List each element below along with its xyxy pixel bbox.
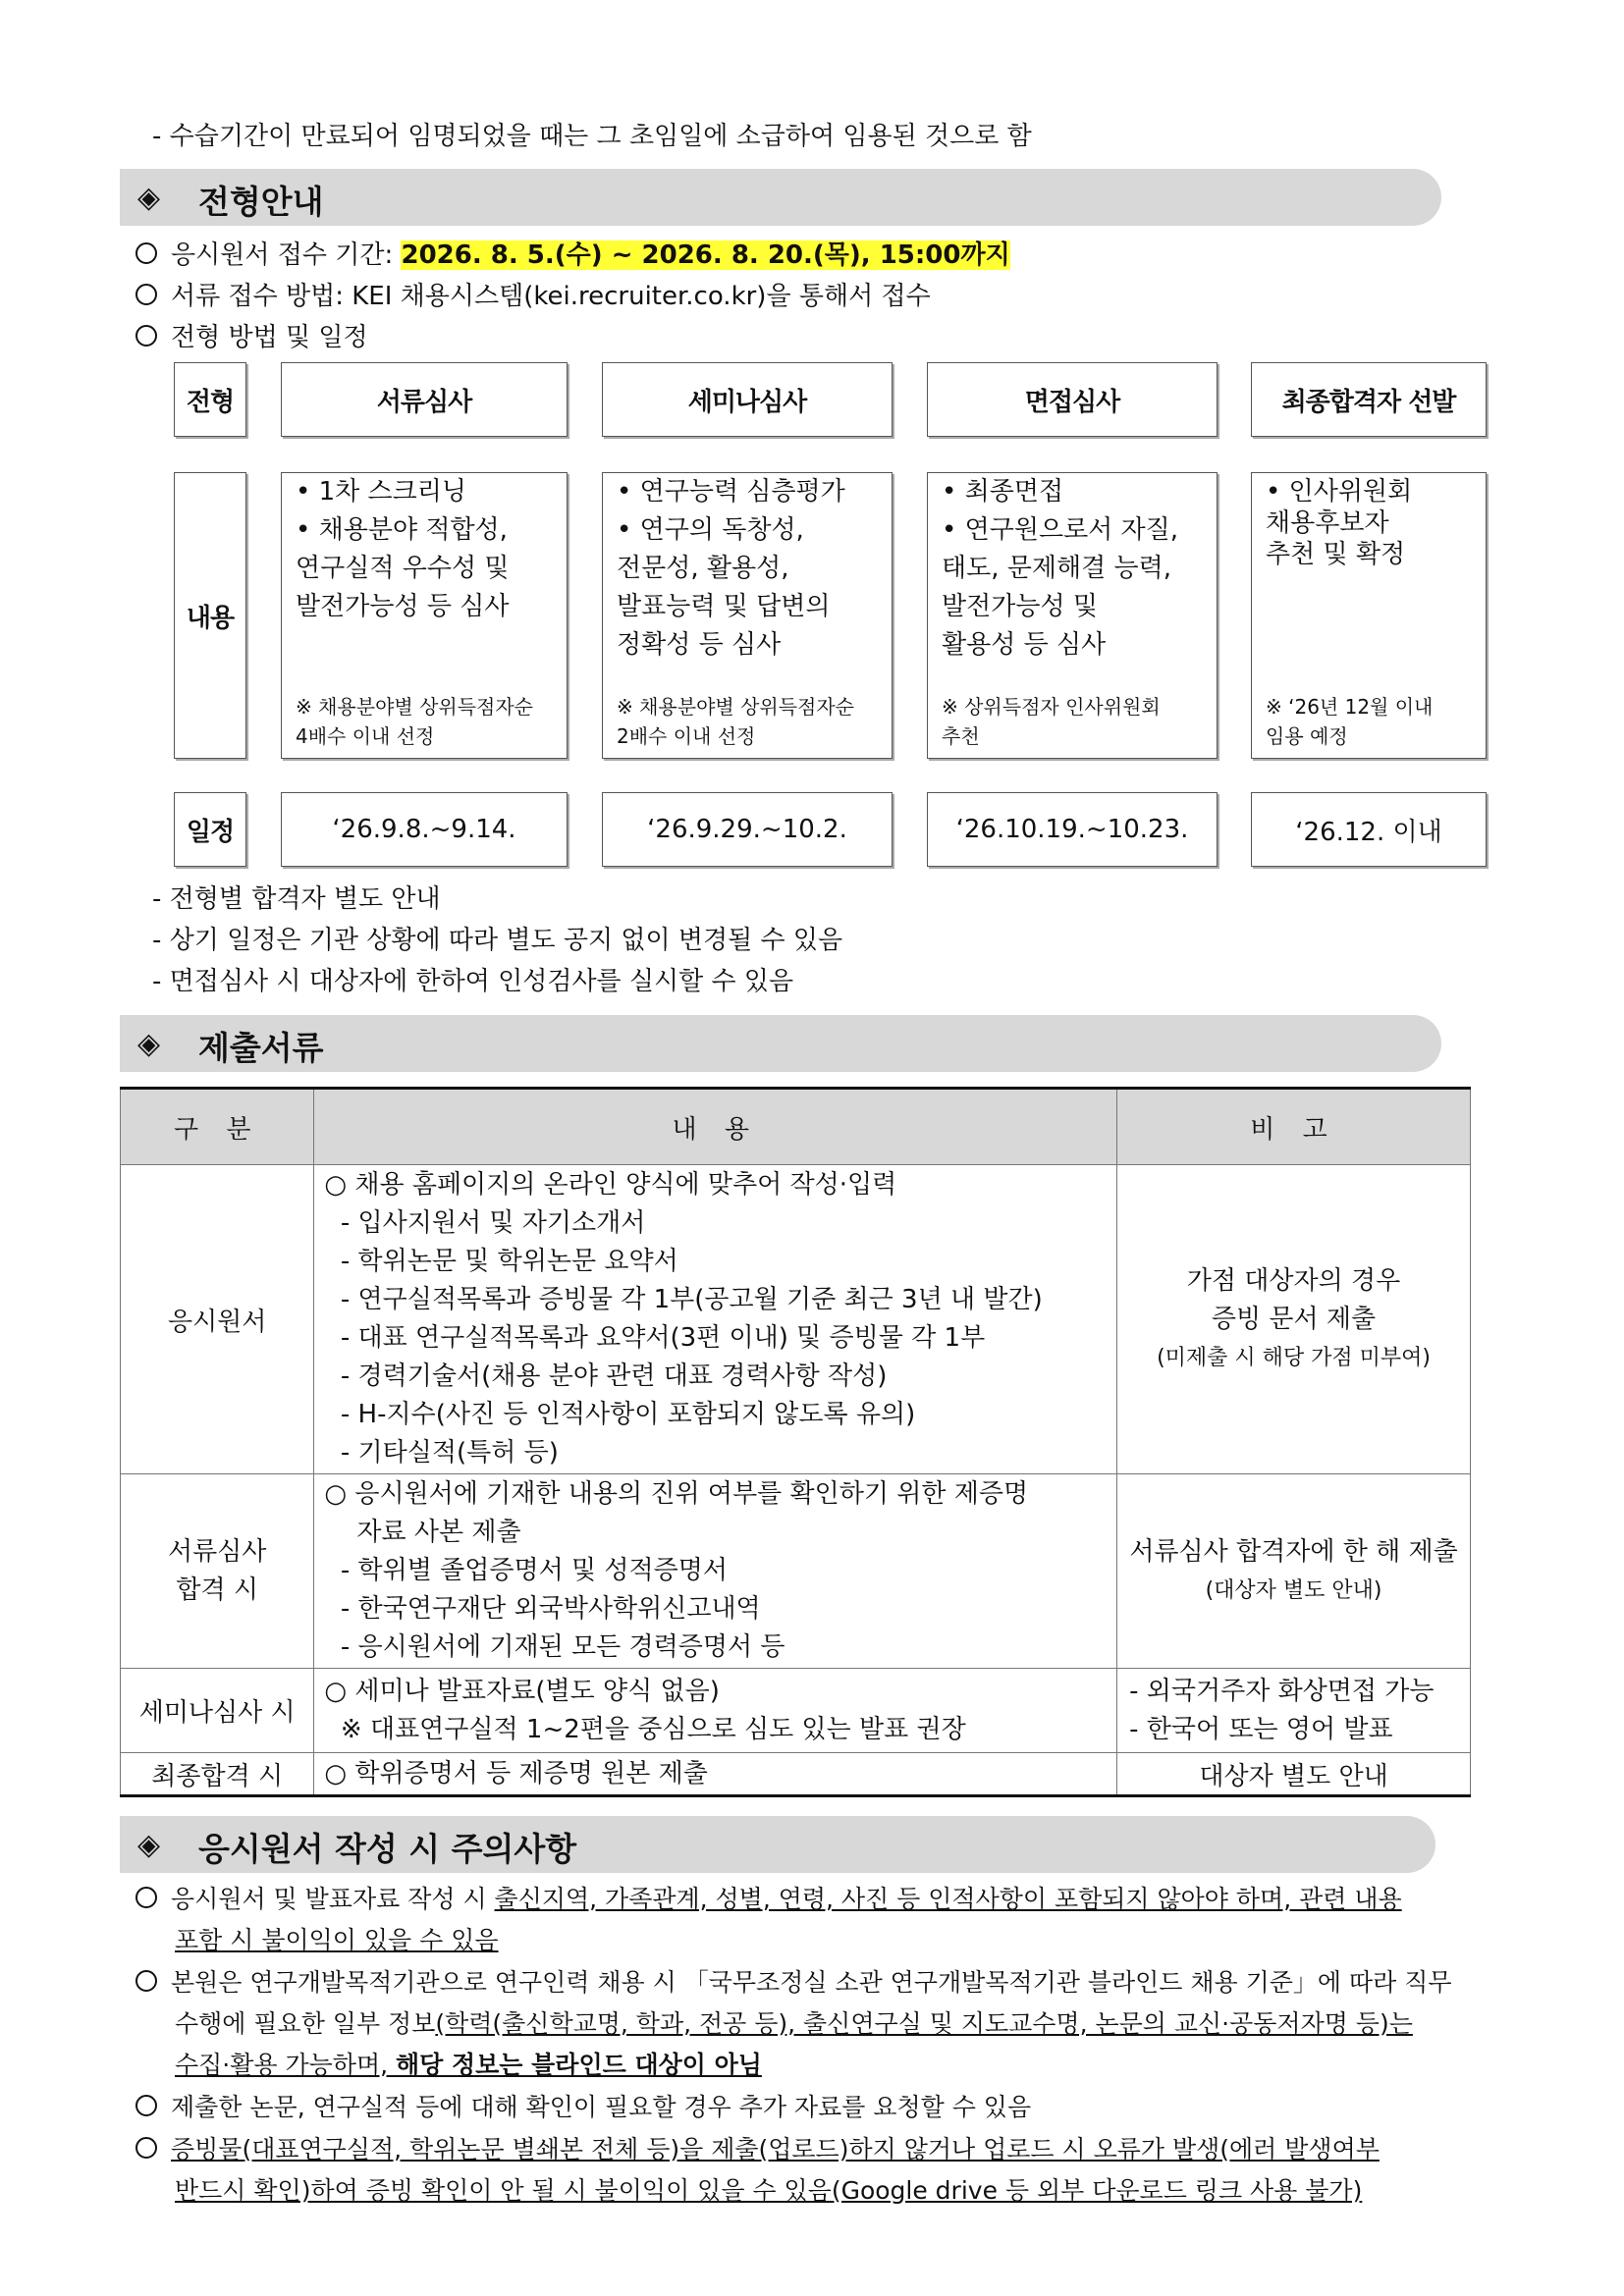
stage-date-document: ‘26.9.8.~9.14. [281,792,568,867]
circle-bullet-icon [135,2137,157,2159]
caution-3: 제출한 논문, 연구실적 등에 대해 확인이 필요할 경우 추가 자료를 요청할 수 있음 [135,2088,1031,2123]
stage-header-final: 최종합격자 선발 [1251,362,1487,437]
stage-content-document: • 1차 스크리닝 • 채용분야 적합성, 연구실적 우수성 및 발전가능성 등 심사 ※ 채용분야별 상위득점자순 4배수 이내 선정 [281,472,568,759]
table-row [121,1669,1471,1753]
stage-header-interview: 면접심사 [927,362,1218,437]
diamond-icon: ◈ [137,1027,161,1061]
guide-method: 서류 접수 방법: KEI 채용시스템(kei.recruiter.co.kr)을 통해서 접수 [135,276,931,312]
period-highlight: 2026. 8. 5.(수) ~ 2026. 8. 20.(목), 15:00까지 [401,240,1010,270]
circle-bullet-icon [135,1887,157,1908]
caution-1-cont: 포함 시 불이익이 있을 수 있음 [175,1926,499,1954]
guide-period: 응시원서 접수 기간: 2026. 8. 5.(수) ~ 2026. 8. 20.(목), 15:00까지 [135,235,1010,271]
stage-date-seminar: ‘26.9.29.~10.2. [602,792,893,867]
stage-header-seminar: 세미나심사 [602,362,893,437]
after-note: - 전형별 합격자 별도 안내 [152,884,441,914]
diamond-icon: ◈ [137,181,161,215]
circle-bullet-icon [135,2095,157,2116]
section-header-docs [120,1015,1441,1072]
stage-content-interview: • 최종면접 • 연구원으로서 자질, 태도, 문제해결 능력, 발전가능성 및 활용성 등 심사 ※ 상위득점자 인사위원회 추천 [927,472,1218,759]
table-header-row [121,1089,1471,1165]
row-label: 최종합격 시 [121,1753,314,1796]
documents-table [120,1087,1471,1797]
section-title: 전형안내 [198,183,324,221]
row-remark: 가점 대상자의 경우 증빙 문서 제출 (미제출 시 해당 가점 미부여) [1117,1165,1471,1474]
section-header-guide [120,169,1441,226]
circle-bullet-icon [135,1970,157,1992]
table-row [121,1474,1471,1669]
row-label-content: 내용 [174,472,246,759]
section-header-cautions [120,1816,1435,1873]
caution-2-cont: 수집·활용 가능하며, 해당 정보는 블라인드 대상이 아님 [175,2051,762,2079]
circle-bullet-icon [135,242,157,264]
row-label-date: 일정 [174,792,246,867]
table-row [121,1753,1471,1796]
stage-header-document: 서류심사 [281,362,568,437]
section-title: 제출서류 [198,1029,324,1067]
row-remark: - 외국거주자 화상면접 가능 - 한국어 또는 영어 발표 [1117,1669,1471,1753]
guide-schedule: 전형 방법 및 일정 [135,317,368,353]
caution-2: 본원은 연구개발목적기관으로 연구인력 채용 시 「국무조정실 소관 연구개발목적기관 블라인드 채용 기준」에 따라 직무 [135,1963,1452,1999]
col-header: 구 분 [121,1089,314,1165]
table-row [121,1165,1471,1474]
caution-2-cont: 수행에 필요한 일부 정보(학력(출신학교명, 학과, 전공 등), 출신연구실 및 지도교수명, 논문의 교신·공동저자명 등)는 [175,2009,1413,2038]
section-title: 응시원서 작성 시 주의사항 [198,1830,577,1868]
after-note: - 상기 일정은 기관 상황에 따라 별도 공지 없이 변경될 수 있음 [152,926,843,955]
row-remark: 서류심사 합격자에 한 해 제출 (대상자 별도 안내) [1117,1474,1471,1669]
stage-content-seminar: • 연구능력 심층평가 • 연구의 독창성, 전문성, 활용성, 발표능력 및 답변의 정확성 등 심사 ※ 채용분야별 상위득점자순 2배수 이내 선정 [602,472,893,759]
stage-date-final: ‘26.12. 이내 [1251,792,1487,867]
row-label: 세미나심사 시 [121,1669,314,1753]
caution-4: 증빙물(대표연구실적, 학위논문 별쇄본 전체 등)을 제출(업로드)하지 않거나 업로드 시 오류가 발생(에러 발생여부 [135,2130,1380,2165]
row-remark: 대상자 별도 안내 [1117,1753,1471,1796]
row-content: ○ 세미나 발표자료(별도 양식 없음) ※ 대표연구실적 1~2편을 중심으로 심도 있는 발표 권장 [314,1669,1117,1753]
row-content: ○ 응시원서에 기재한 내용의 진위 여부를 확인하기 위한 제증명 자료 사본 제출 - 학위별 졸업증명서 및 성적증명서 - 한국연구재단 외국박사학위신고내역 - 응시원서에 기재된 모든 경력증명서 등 [314,1474,1117,1669]
row-content: ○ 채용 홈페이지의 온라인 양식에 맞추어 작성·입력 - 입사지원서 및 자기소개서 - 학위논문 및 학위논문 요약서 - 연구실적목록과 증빙물 각 1부(공고월 기준 최근 3년 내 발간) - 대표 연구실적목록과 요약서(3편 이내) 및 증빙물 각 1부 - 경력기술서(채용 분야 관련 대표 경력사항 작성) - H-지수(사진 등 인적사항이 포함되지 않도록 유의) - 기타실적(특허 등) [314,1165,1117,1474]
row-label-stage: 전형 [174,362,246,437]
stage-date-interview: ‘26.10.19.~10.23. [927,792,1218,867]
row-label: 서류심사 합격 시 [121,1474,314,1669]
circle-bullet-icon [135,284,157,305]
top-note: - 수습기간이 만료되어 임명되었을 때는 그 초임일에 소급하여 임용된 것으로 함 [152,122,1032,151]
col-header: 내 용 [314,1089,1117,1165]
row-label: 응시원서 [121,1165,314,1474]
caution-4-cont: 반드시 확인)하여 증빙 확인이 안 될 시 불이익이 있을 수 있음(Google drive 등 외부 다운로드 링크 사용 불가) [175,2176,1363,2205]
col-header: 비 고 [1117,1089,1471,1165]
caution-1: 응시원서 및 발표자료 작성 시 출신지역, 가족관계, 성별, 연령, 사진 등 인적사항이 포함되지 않아야 하며, 관련 내용 [135,1880,1402,1915]
stage-content-final: • 인사위원회 채용후보자 추천 및 확정 ※ ‘26년 12월 이내 임용 예정 [1251,472,1487,759]
diamond-icon: ◈ [137,1828,161,1862]
row-content: ○ 학위증명서 등 제증명 원본 제출 [314,1753,1117,1796]
after-note: - 면접심사 시 대상자에 한하여 인성검사를 실시할 수 있음 [152,967,794,996]
circle-bullet-icon [135,325,157,347]
